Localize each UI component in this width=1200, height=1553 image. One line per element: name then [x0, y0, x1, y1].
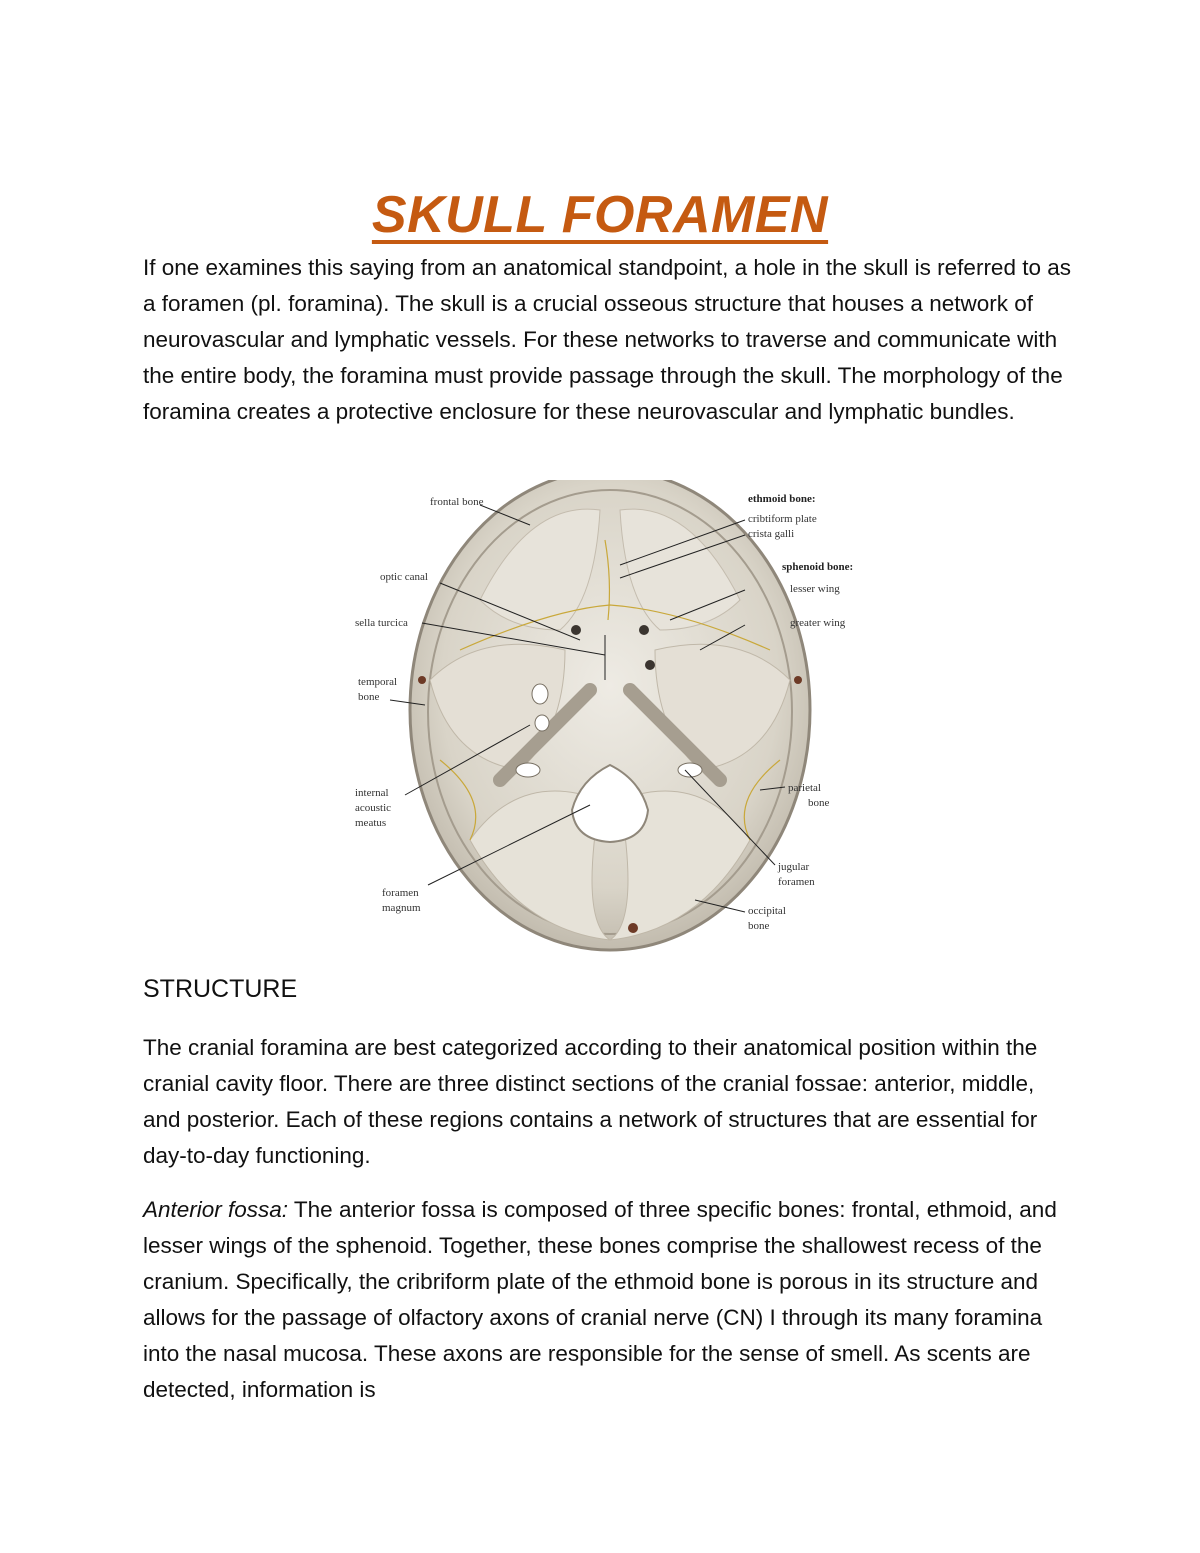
anterior-fossa-paragraph [143, 1192, 1073, 1408]
document-title [0, 185, 1200, 245]
label-lesser-wing: lesser wing [790, 583, 840, 595]
label-jugular: jugular [778, 861, 810, 873]
label-temporal: temporal [358, 676, 398, 688]
anterior-fossa-label: Anterior fossa: [143, 1197, 289, 1222]
anterior-fossa-text: The anterior fossa is composed of three specific bones: frontal, ethmoid, and lesser wings of the sphenoid. Together, these bones comprise the shallowest recess of the cranium. Specifically, the cribriform plate of the ethmoid bone is porous in its structure and allows for the passage of olfactory axons of cranial nerve (CN) I through its many foramina into the nasal mucosa. These axons are responsible for the sense of smell. As scents are detected, information is [143, 1197, 1057, 1402]
label-parietal-bone: bone [808, 797, 830, 809]
label-ethmoid-bone: ethmoid bone: [748, 493, 816, 505]
label-cribriform-plate: cribtiform plate [748, 513, 817, 525]
label-foramen: foramen [382, 887, 419, 899]
label-magnum: magnum [382, 902, 421, 914]
label-parietal: parietal [788, 782, 821, 794]
label-meatus: meatus [355, 817, 387, 829]
label-temporal-bone: bone [358, 691, 380, 703]
label-greater-wing: greater wing [790, 617, 846, 629]
label-occipital: occipital [748, 905, 786, 917]
label-jugular-foramen: foramen [778, 876, 815, 888]
label-acoustic: acoustic [355, 802, 392, 814]
structure-heading: STRUCTURE [143, 975, 298, 1003]
label-occipital-bone: bone [748, 920, 770, 932]
label-internal: internal [355, 787, 389, 799]
label-sphenoid-bone: sphenoid bone: [782, 561, 854, 573]
label-crista-galli: crista galli [748, 528, 795, 540]
label-sella-turcica: sella turcica [355, 617, 408, 629]
title-text: SKULL FORAMEN [371, 185, 829, 244]
label-frontal-bone: frontal bone [430, 496, 484, 508]
structure-paragraph: The cranial foramina are best categorized according to their anatomical position within the cranial cavity floor. There are three distinct sections of the cranial fossae: anterior, middle, and posterior. Each of these regions contains a network of structures that are essential for day-to-day functioning. [143, 1035, 1038, 1168]
label-optic-canal: optic canal [380, 571, 428, 583]
intro-paragraph: If one examines this saying from an anatomical standpoint, a hole in the skull is referred to as a foramen (pl. foramina). The skull is a crucial osseous structure that houses a network of neurovascular and lymphatic vessels. For these networks to traverse and communicate with the entire body, the foramina must provide passage through the skull. The morphology of the foramina creates a protective enclosure for these neurovascular and lymphatic bundles. [143, 255, 1071, 424]
skull-base-figure [350, 480, 870, 955]
